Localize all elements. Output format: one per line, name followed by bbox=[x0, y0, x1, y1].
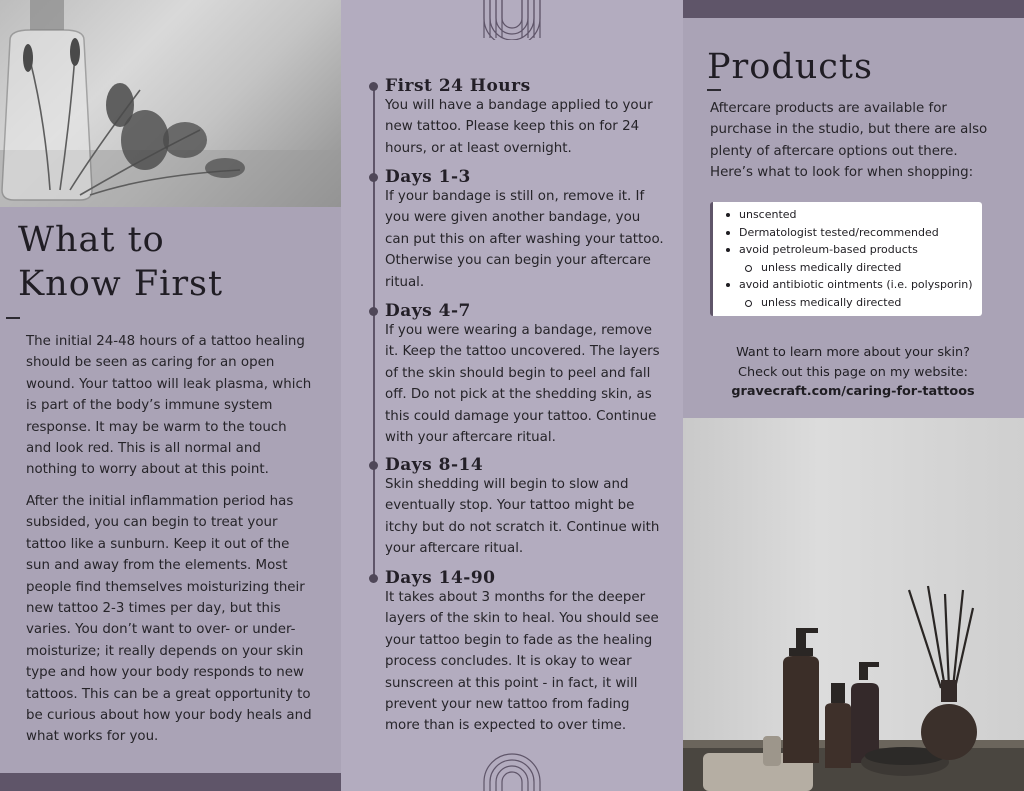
shopping-checklist bbox=[710, 202, 982, 316]
left-bottom-bar bbox=[0, 773, 341, 791]
timeline-title-days-1-3: Days 1-3 bbox=[385, 167, 471, 187]
timeline-dot bbox=[369, 82, 378, 91]
timeline-panel bbox=[341, 0, 683, 791]
lavender-bottle-photo bbox=[0, 0, 341, 207]
learn-more-line2: Check out this page on my website: bbox=[738, 364, 968, 380]
timeline-dot bbox=[369, 173, 378, 182]
timeline-title-days-8-14: Days 8-14 bbox=[385, 455, 484, 475]
products-divider bbox=[707, 89, 721, 91]
products-intro: Aftercare products are available for purchase in the studio, but there are also plenty of aftercare options out there. Here’s what to look for when shopping: bbox=[710, 101, 988, 181]
arch-ornament-top-icon bbox=[482, 0, 542, 40]
products-panel bbox=[683, 0, 1024, 791]
list-subitem: unless medically directed bbox=[723, 259, 976, 277]
title-divider bbox=[6, 317, 20, 319]
know-first-title-line1: What to bbox=[18, 220, 165, 260]
learn-more-line1: Want to learn more about your skin? bbox=[736, 345, 970, 360]
timeline-dot bbox=[369, 574, 378, 583]
list-item: avoid antibiotic ointments (i.e. polysporin) bbox=[723, 276, 976, 294]
timeline-body-first-24-hours: You will have a bandage applied to your new tattoo. Please keep this on for 24 hours, or at least overnight. bbox=[385, 98, 653, 156]
products-title: Products bbox=[707, 47, 873, 87]
know-first-title bbox=[18, 218, 318, 306]
timeline-body-days-8-14: Skin shedding will begin to slow and eventually stop. Your tattoo might be itchy but do not scratch it. Continue with your aftercare ritual. bbox=[385, 477, 660, 557]
learn-more-block bbox=[693, 343, 1013, 402]
timeline-body-days-14-90: It takes about 3 months for the deeper layers of the skin to heal. You should see your tattoo begin to fade as the healing process concludes. It is okay to wear sunscreen at this point - in fact, it will prevent your new tattoo from fading more than is expected to over time. bbox=[385, 590, 659, 734]
timeline-dot bbox=[369, 307, 378, 316]
list-item: unscented bbox=[723, 206, 976, 224]
timeline-line bbox=[373, 84, 375, 580]
website-link[interactable]: gravecraft.com/caring-for-tattoos bbox=[731, 384, 975, 400]
timeline-title-first-24-hours: First 24 Hours bbox=[385, 76, 531, 96]
timeline-title-days-14-90: Days 14-90 bbox=[385, 568, 496, 588]
list-item: avoid petroleum-based products bbox=[723, 241, 976, 259]
aftercare-products-photo bbox=[683, 418, 1024, 791]
know-first-title-line2: Know First bbox=[18, 264, 224, 304]
timeline-title-days-4-7: Days 4-7 bbox=[385, 301, 471, 321]
timeline-dot bbox=[369, 461, 378, 470]
right-top-bar bbox=[683, 0, 1024, 18]
timeline-body-days-4-7: If you were wearing a bandage, remove it. Keep the tattoo uncovered. The layers of the skin should begin to peel and fall off. Do not pick at the shedding skin, as this could damage your tattoo. Continue with your aftercare ritual. bbox=[385, 323, 660, 446]
timeline-body-days-1-3: If your bandage is still on, remove it. If you were given another bandage, you can put this on after washing your tattoo. Otherwise you can begin your aftercare ritual. bbox=[385, 189, 664, 290]
left-panel bbox=[0, 0, 341, 791]
list-item: Dermatologist tested/recommended bbox=[723, 224, 976, 242]
intro-paragraph: The initial 24-48 hours of a tattoo healing should be seen as caring for an open wound. Your tattoo will leak plasma, which is part of the body’s immune system response. It may be warm to the touch and look red. This is all normal and nothing to worry about at this point. bbox=[26, 334, 312, 478]
list-subitem: unless medically directed bbox=[723, 294, 976, 312]
sunburn-paragraph: After the initial inflammation period has subsided, you can begin to treat your tattoo like a sunburn. Keep it out of the sun and away from the elements. Most people find themselves moisturizing their new tattoo 2-3 times per day, but this varies. You don’t want to over- or under-moisturize; it really depends on your skin type and how your body responds to new tattoos. This can be a great opportunity to be curious about how your body heals and what works for you. bbox=[26, 494, 312, 745]
arch-ornament-bottom-icon bbox=[482, 752, 542, 791]
